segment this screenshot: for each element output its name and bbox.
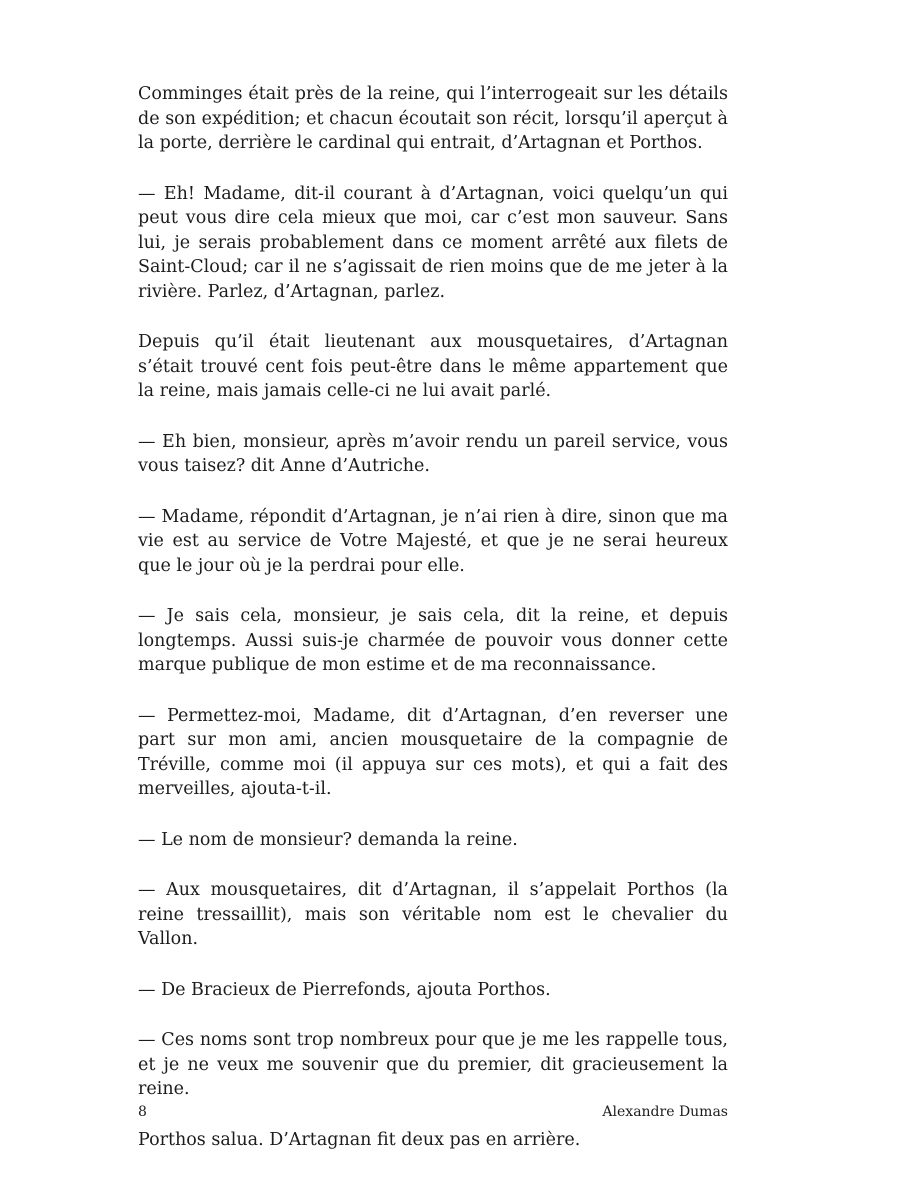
- paragraph: — De Bracieux de Pierrefonds, ajouta Porthos.: [138, 979, 551, 1000]
- paragraph: — Aux mousquetaires, dit d’Artagnan, il s’appelait Porthos (la reine tressaillit), mais son véritable nom est le chevalier du Vallon.: [138, 880, 728, 949]
- paragraph: Porthos salua. D’Artagnan fit deux pas en arrière.: [138, 1129, 581, 1150]
- page-footer: [138, 1104, 728, 1126]
- author-name: Alexandre Dumas: [602, 1104, 728, 1120]
- paragraph: — Madame, répondit d’Artagnan, je n’ai rien à dire, sinon que ma vie est au service de Votre Majesté, et que je ne serai heureux que le jour où je la perdrai pour elle.: [138, 506, 728, 576]
- paragraph: — Ces noms sont trop nombreux pour que je me les rappelle tous, et je ne veux me souvenir que du premier, dit gracieusement la reine.: [138, 1030, 728, 1099]
- paragraph: — Permettez-moi, Madame, dit d’Artagnan, d’en reverser une part sur mon ami, ancien mousquetaire de la compagnie de Tréville, comme moi (il appuya sur ces mots), et qui a fait des merveilles, ajouta-t-il.: [138, 705, 728, 799]
- paragraph: — Eh! Madame, dit-il courant à d’Artagnan, voici quelqu’un qui peut vous dire cela mieux que moi, car c’est mon sauveur. Sans lui, je serais probablement dans ce moment arrêté aux filets de Saint-Cloud; car il ne s’agissait de rien moins que de me jeter à la rivière. Parlez, d’Artagnan, parlez.: [138, 183, 728, 302]
- paragraph: — Eh bien, monsieur, après m’avoir rendu un pareil service, vous vous taisez? dit Anne d’Autriche.: [138, 431, 728, 476]
- paragraph: Depuis qu’il était lieutenant aux mousquetaires, d’Artagnan s’était trouvé cent fois peut-être dans le même appartement que la reine, mais jamais celle-ci ne lui avait parlé.: [138, 332, 728, 401]
- paragraph: — Le nom de monsieur? demanda la reine.: [138, 829, 518, 850]
- page-number: 8: [138, 1104, 147, 1120]
- body-text: [138, 82, 728, 1178]
- paragraph: Comminges était près de la reine, qui l’interrogeait sur les détails de son expédition; et chacun écoutait son récit, lorsqu’il aperçut à la porte, derrière le cardinal qui entrait, d’Artagnan et Porthos.: [138, 84, 728, 153]
- paragraph: — Je sais cela, monsieur, je sais cela, dit la reine, et depuis longtemps. Aussi suis-je charmée de pouvoir vous donner cette marque publique de mon estime et de ma reconnaissance.: [138, 606, 728, 675]
